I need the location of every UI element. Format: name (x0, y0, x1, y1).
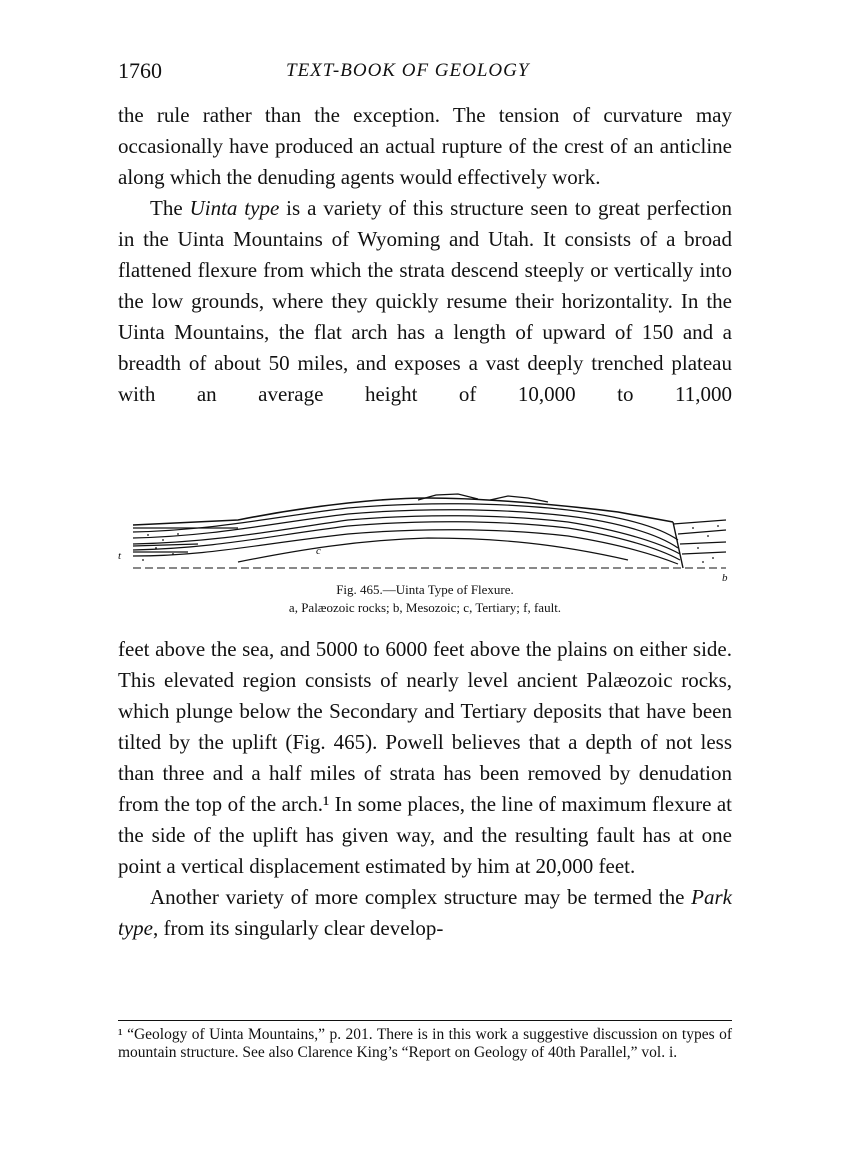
figure-label-right: b (722, 572, 728, 584)
text-block-top (118, 100, 732, 410)
paragraph-text: The (150, 196, 190, 220)
figure-label-left: t (118, 550, 122, 562)
footnote-divider (118, 1020, 732, 1021)
paragraph-text: Another variety of more complex structure may be termed the (150, 885, 692, 909)
paragraph-uinta-type (118, 193, 732, 410)
paragraph-text: is a variety of this structure seen to great perfection in the Uinta Mountains of Wyoming and Utah. It consists of a broad flattened flexure from which the strata descend steeply or vertically into the low grounds, where they quickly resume their horizontality. In the Uinta Mountains, the flat arch has a length of upward of 150 and a breadth of about 50 miles, and exposes a vast deeply trenched plateau with an average height of 10,000 to 11,000 (118, 196, 733, 406)
figure-label-center: c (316, 545, 321, 557)
paragraph-park-type (118, 882, 732, 944)
paragraph-text: , from its singularly clear develop- (152, 916, 444, 940)
paragraph-continuation-2: feet above the sea, and 5000 to 6000 feet above the plains on either side. This elevated region consists of nearly level ancient Palæozoic rocks, which plunge below the Secondary and Tertiary deposits that have been tilted by the uplift (Fig. 465). Powell believes that a depth of not less than three and a half miles of strata has been removed by denudation from the top of the arch.¹ In some places, the line of maximum flexure at the side of the uplift has given way, and the resulting fault has at one point a vertical displacement estimated by him at 20,000 feet. (118, 637, 732, 878)
term-uinta-type: Uinta type (189, 196, 280, 220)
paragraph-continuation: the rule rather than the exception. The tension of curvature may occasionally have produced an actual rupture of the crest of an anticline along which the denuding agents would effectively work. (118, 103, 732, 189)
footnote-text: ¹ “Geology of Uinta Mountains,” p. 201. There is in this work a suggestive discussion on types of mountain structure. See also Clarence King’s “Report on Geology of 40th Parallel,” vol. i. (118, 1026, 732, 1061)
text-block-bottom (118, 634, 732, 944)
figure-caption-title: Fig. 465.—Uinta Type of Flexure. (336, 582, 514, 597)
page-header (118, 58, 738, 88)
figure-465 (118, 490, 732, 615)
uinta-flexure-diagram (118, 490, 732, 580)
figure-caption-legend: a, Palæozoic rocks; b, Mesozoic; c, Tertiary; f, fault. (288, 600, 562, 615)
term-park-type: Park type (118, 885, 732, 940)
page-number: 1760 (118, 58, 162, 83)
running-head: TEXT-BOOK OF GEOLOGY (286, 60, 530, 81)
footnote (118, 1026, 732, 1062)
